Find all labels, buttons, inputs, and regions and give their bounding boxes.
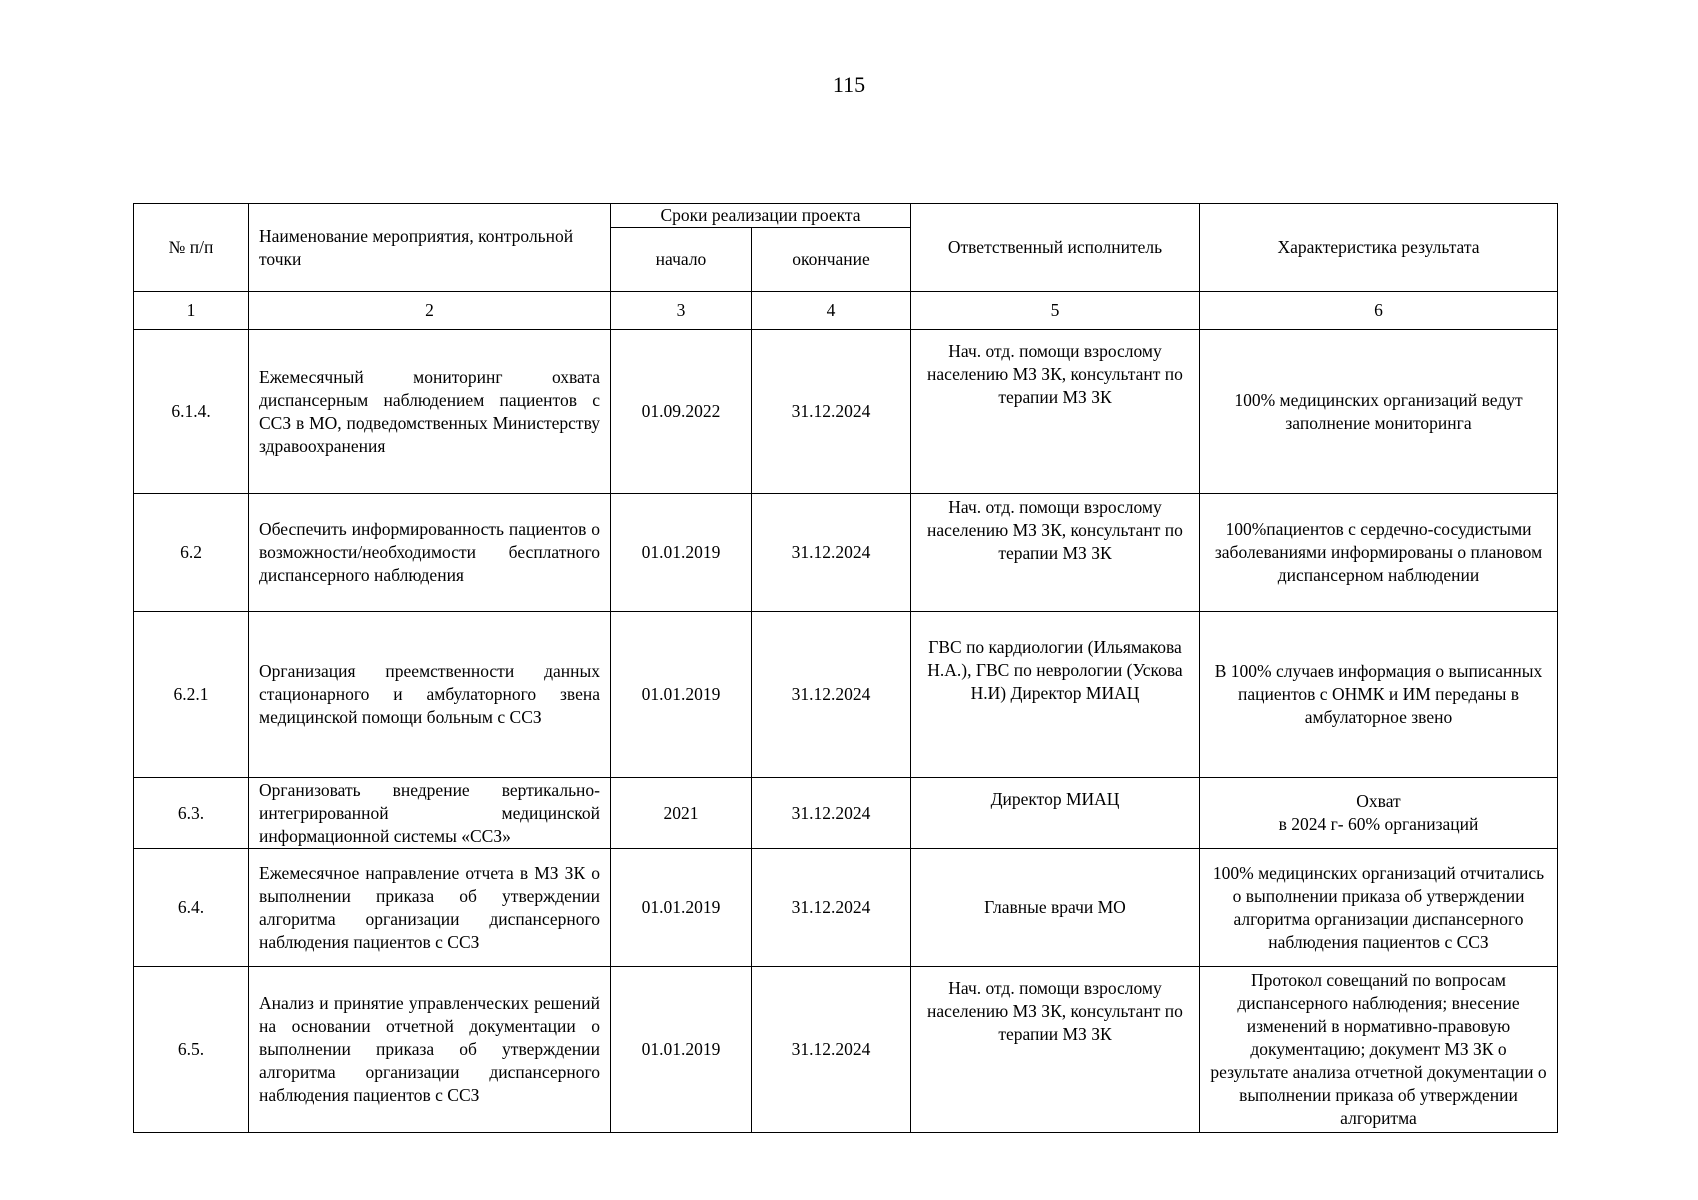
row-result: В 100% случаев информация о выписанных пациентов с ОНМК и ИМ переданы в амбулаторное звено [1200,612,1558,778]
row-start-date: 01.01.2019 [611,967,752,1133]
column-number-row [134,292,1558,330]
column-number: 1 [134,292,249,330]
column-number: 5 [911,292,1200,330]
row-result: 100% медицинских организаций ведут заполнение мониторинга [1200,330,1558,494]
row-number: 6.2 [134,494,249,612]
row-start-date: 01.09.2022 [611,330,752,494]
row-number: 6.4. [134,849,249,967]
row-result [1200,778,1558,849]
column-number: 6 [1200,292,1558,330]
row-start-date: 01.01.2019 [611,849,752,967]
column-number: 2 [249,292,611,330]
row-result: Протокол совещаний по вопросам диспансерного наблюдения; внесение изменений в нормативно-правовую документацию; документ МЗ ЗК о результате анализа отчетной документации о выполнении приказа об утверждении алгоритма [1200,967,1558,1133]
row-name: Обеспечить информированность пациентов о возможности/необходимости бесплатного диспансерного наблюдения [249,494,611,612]
column-number: 4 [752,292,911,330]
table-row [134,330,1558,494]
row-responsible: ГВС по кардиологии (Ильямакова Н.А.), ГВС по неврологии (Ускова Н.И) Директор МИАЦ [911,612,1200,778]
row-name: Ежемесячное направление отчета в МЗ ЗК о выполнении приказа об утверждении алгоритма организации диспансерного наблюдения пациентов с ССЗ [249,849,611,967]
row-name: Организация преемственности данных стационарного и амбулаторного звена медицинской помощи больным с ССЗ [249,612,611,778]
table-row [134,778,1558,849]
row-end-date: 31.12.2024 [752,967,911,1133]
row-number: 6.2.1 [134,612,249,778]
header-col-num: № п/п [134,204,249,292]
row-start-date: 2021 [611,778,752,849]
row-result: 100% медицинских организаций отчитались о выполнении приказа об утверждении алгоритма организации диспансерного наблюдения пациентов с ССЗ [1200,849,1558,967]
row-result-line: в 2024 г- 60% организаций [1278,814,1479,834]
row-end-date: 31.12.2024 [752,849,911,967]
table-row [134,967,1558,1133]
header-col-name: Наименование мероприятия, контрольной точки [249,204,611,292]
row-responsible: Главные врачи МО [911,849,1200,967]
header-col-end: окончание [752,228,911,292]
header-col-result: Характеристика результата [1200,204,1558,292]
row-result: 100%пациентов с сердечно-сосудистыми заболеваниями информированы о плановом диспансерном наблюдении [1200,494,1558,612]
header-col-responsible: Ответственный исполнитель [911,204,1200,292]
row-name: Анализ и принятие управленческих решений на основании отчетной документации о выполнении приказа об утверждении алгоритма организации диспансерного наблюдения пациентов с ССЗ [249,967,611,1133]
header-row-top [134,204,1558,228]
table-row [134,612,1558,778]
row-responsible: Нач. отд. помощи взрослому населению МЗ ЗК, консультант по терапии МЗ ЗК [911,967,1200,1133]
header-col-terms: Сроки реализации проекта [611,204,911,228]
column-number: 3 [611,292,752,330]
row-end-date: 31.12.2024 [752,778,911,849]
row-number: 6.3. [134,778,249,849]
table-row [134,494,1558,612]
row-number: 6.1.4. [134,330,249,494]
row-responsible: Нач. отд. помощи взрослому населению МЗ ЗК, консультант по терапии МЗ ЗК [911,330,1200,494]
header-col-start: начало [611,228,752,292]
row-end-date: 31.12.2024 [752,330,911,494]
table-row [134,849,1558,967]
row-result-line: Охват [1356,791,1401,811]
row-number: 6.5. [134,967,249,1133]
project-plan-table [133,203,1558,1133]
row-responsible: Нач. отд. помощи взрослому населению МЗ ЗК, консультант по терапии МЗ ЗК [911,494,1200,612]
row-start-date: 01.01.2019 [611,612,752,778]
row-name: Ежемесячный мониторинг охвата диспансерным наблюдением пациентов с ССЗ в МО, подведомственных Министерству здравоохранения [249,330,611,494]
row-responsible: Директор МИАЦ [911,778,1200,849]
page-number: 115 [832,72,866,97]
row-start-date: 01.01.2019 [611,494,752,612]
row-end-date: 31.12.2024 [752,494,911,612]
row-name: Организовать внедрение вертикально-интегрированной медицинской информационной системы «ССЗ» [249,778,611,849]
row-end-date: 31.12.2024 [752,612,911,778]
